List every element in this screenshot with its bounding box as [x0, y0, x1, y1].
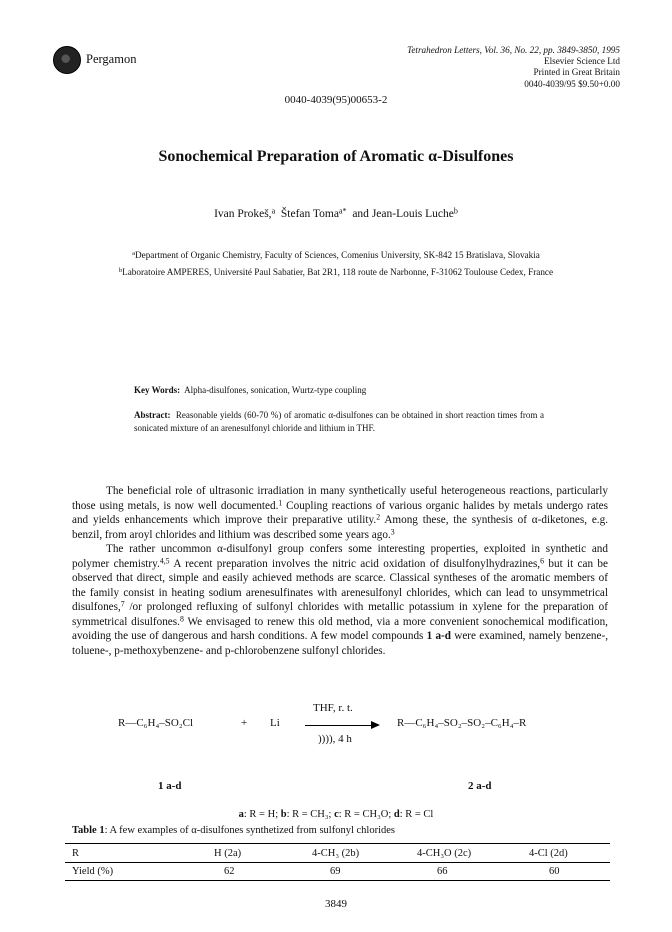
reference-mark: 7: [120, 599, 125, 609]
affiliation-text: Department of Organic Chemistry, Faculty of Sciences, Comenius University, SK-842 15 Bratislava, Slovakia: [135, 250, 540, 260]
compound-label-product: 2 a-d: [468, 780, 492, 792]
reactant-sulfonyl-chloride: R—C₆H₄–SO₂Cl: [118, 717, 194, 729]
abstract: [134, 409, 544, 434]
body-text-span: were examined, namely benzene-, toluene-, p-methoxybenzene- and p-chlorobenzene sulfonyl chlorides.: [72, 630, 609, 657]
journal-citation: Tetrahedron Letters, Vol. 36, No. 22, pp. 3849-3850, 1995: [407, 45, 620, 55]
body-text-span: A recent preparation involves the nitric acid oxidation of disulfonylhydrazines,: [173, 557, 541, 570]
reaction-condition-solvent: THF, r. t.: [313, 702, 353, 714]
journal-printed: Printed in Great Britain: [533, 67, 620, 78]
journal-info: [407, 45, 620, 90]
body-text: [72, 484, 608, 658]
affiliation-b: [0, 267, 672, 277]
doi: 0040-4039(95)00653-2: [284, 94, 388, 106]
body-text-span: The beneficial role of ultrasonic irradiation in many synthetically useful heterogeneous reactions, particularly those using metals, is now well documented.: [72, 485, 608, 512]
table-header-rule: [65, 862, 610, 863]
body-text-span: but it can be observed that direct, simple and easily achieved methods are scarce. Classical syntheses of the aromatic members of the family consist in heating sodium arenesulfinates with arenesulfonyl chlorides, which can lead to unsymmetrical disulfones,: [72, 557, 608, 613]
legend-key: d: [393, 809, 400, 820]
body-text-span: The rather uncommon α-disulfonyl group confers some interesting properties, exploited in synthetic and polymer chemistry.: [72, 543, 608, 570]
reference-mark: 1: [278, 497, 283, 507]
table-header-cell: H (2a): [214, 848, 242, 859]
keywords-text: Alpha-disulfones, sonication, Wurtz-type coupling: [184, 385, 367, 395]
paragraph: [72, 542, 608, 658]
legend-value: : R = Cl: [399, 809, 434, 820]
table-caption-text: : A few examples of α-disulfones synthetized from sulfonyl chlorides: [104, 825, 395, 836]
author-name: Ivan Prokeš,: [214, 208, 272, 220]
author-affil-mark: a: [338, 206, 343, 216]
body-text-span: Among these, the synthesis of α-diketones, e.g. benzil, from aroyl chlorides and lithium was described some years ago.: [72, 514, 608, 541]
legend-value: : R = H;: [243, 809, 279, 820]
abstract-text: Reasonable yields (60-70 %) of aromatic α-disulfones can be obtained in short reaction times from a sonicated mixture of an arenesulfonyl chloride and lithium in THF.: [134, 410, 544, 433]
substituent-legend: [0, 809, 672, 820]
author-list: [0, 208, 672, 220]
product-disulfone: R—C₆H₄–SO₂–SO₂–C₆H₄–R: [397, 717, 527, 729]
publisher-name: Pergamon: [86, 52, 137, 66]
table-header-cell: R: [72, 848, 80, 859]
pergamon-logo: [53, 46, 81, 74]
author-name: Štefan Toma: [280, 208, 339, 220]
reactant-lithium: Li: [270, 717, 280, 729]
affiliation-mark: b: [118, 267, 123, 275]
table-bottom-rule: [65, 880, 610, 881]
reaction-arrow: [305, 725, 375, 726]
body-text-span: Coupling reactions of various organic halides by metals undergo rates and yields enhancements which improve their preparative utility.: [72, 499, 608, 526]
paper-title: Sonochemical Preparation of Aromatic α-Disulfones: [158, 148, 514, 165]
plus-sign: +: [241, 717, 248, 729]
table-header-cell: 4-Cl (2d): [529, 848, 568, 859]
legend-key: b: [280, 809, 287, 820]
reference-mark: 2: [376, 512, 381, 522]
legend-value: : R = CH₃;: [286, 809, 332, 820]
table-cell: 60: [549, 866, 560, 877]
keywords-label: Key Words:: [134, 385, 181, 395]
reference-mark: 8: [179, 613, 184, 623]
legend-key: a: [238, 809, 244, 820]
reaction-arrow-head: [371, 721, 380, 729]
table-header-cell: 4-CH₃ (2b): [312, 848, 360, 859]
reference-mark: 3: [390, 526, 395, 536]
journal-publisher: Elsevier Science Ltd: [543, 56, 620, 67]
affiliation-a: [0, 250, 672, 260]
table-top-rule: [65, 843, 610, 844]
author-name: Jean-Louis Luche: [371, 208, 454, 220]
legend-key: c: [334, 809, 339, 820]
abstract-label: Abstract:: [134, 410, 171, 420]
table-row-label: Yield (%): [72, 866, 114, 877]
page-number: 3849: [325, 898, 347, 910]
affiliation-text: Laboratoire AMPERES, Université Paul Sabatier, Bat 2R1, 118 route de Narbonne, F-31062 Toulouse Cedex, France: [122, 267, 554, 277]
reaction-scheme: [0, 700, 672, 800]
table-caption: [72, 825, 395, 836]
table-header-cell: 4-CH₃O (2c): [417, 848, 472, 859]
table-caption-label: Table 1: [72, 825, 105, 836]
compound-label-reactant: 1 a-d: [158, 780, 182, 792]
table-cell: 66: [437, 866, 448, 877]
compound-label: 1 a-d: [426, 630, 451, 642]
table-cell: 69: [330, 866, 341, 877]
journal-issn-price: 0040-4039/95 $9.50+0.00: [524, 78, 620, 89]
reference-mark: 4,5: [159, 555, 170, 565]
table-cell: 62: [224, 866, 235, 877]
author-affil-mark: a: [271, 206, 276, 216]
corresponding-author-mark: *: [342, 206, 347, 216]
paragraph: [72, 484, 608, 542]
reference-mark: 6: [540, 555, 545, 565]
affiliation-mark: a: [132, 250, 135, 258]
keywords: [134, 385, 366, 395]
reaction-condition-sonication: )))), 4 h: [318, 733, 352, 745]
body-text-span: /or prolonged refluxing of sulfonyl chlorides with metallic potassium in xylene for the preparation of symmetrical disulfones.: [72, 601, 608, 628]
author-affil-mark: b: [453, 206, 458, 216]
legend-value: : R = CH₃O;: [338, 809, 392, 820]
body-text-span: We envisaged to renew this old method, via a more convenient sonochemical modification, avoiding the use of dangerous and harsh conditions. A few model compounds: [72, 615, 608, 642]
author-conjunction: and: [352, 208, 369, 220]
